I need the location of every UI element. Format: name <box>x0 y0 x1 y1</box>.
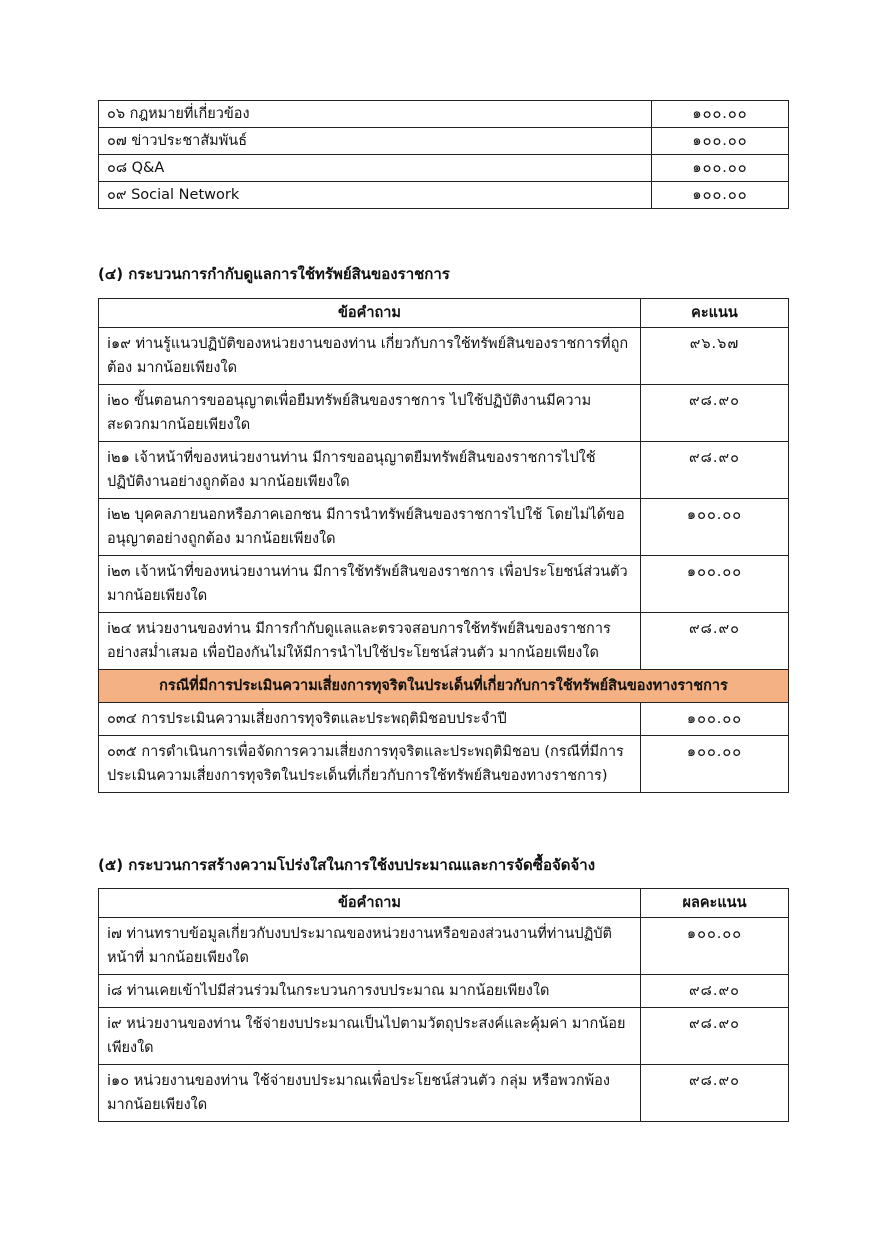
question-cell: ๐๓๔ การประเมินความเสี่ยงการทุจริตและประพฤติมิชอบประจำปี <box>99 703 641 736</box>
score-cell: ๙๘.๙๐ <box>641 1065 789 1122</box>
table-row <box>99 1065 789 1122</box>
score-cell: ๙๘.๙๐ <box>641 385 789 442</box>
column-header-question: ข้อคำถาม <box>99 299 641 328</box>
table-header-row <box>99 299 789 328</box>
table-header-row <box>99 889 789 918</box>
column-header-score: คะแนน <box>641 299 789 328</box>
question-cell: ๐๓๕ การดำเนินการเพื่อจัดการความเสี่ยงการทุจริตและประพฤติมิชอบ (กรณีที่มีการประเมินความเสี่ยงการทุจริตในประเด็นที่เกี่ยวกับการใช้ทรัพย์สินของทางราชการ) <box>99 736 641 793</box>
table-row <box>99 182 789 209</box>
score-cell: ๑๐๐.๐๐ <box>652 182 789 209</box>
table-row <box>99 328 789 385</box>
question-cell: i๗ ท่านทราบข้อมูลเกี่ยวกับงบประมาณของหน่วยงานหรือของส่วนงานที่ท่านปฏิบัติหน้าที่ มากน้อยเพียงใด <box>99 918 641 975</box>
section-4-title: (๔) กระบวนการกำกับดูแลการใช้ทรัพย์สินของราชการ <box>98 265 450 283</box>
score-cell: ๙๖.๖๗ <box>641 328 789 385</box>
question-cell: ๐๘ Q&A <box>99 155 652 182</box>
question-cell: i๒๐ ขั้นตอนการขออนุญาตเพื่อยืมทรัพย์สินของราชการ ไปใช้ปฏิบัติงานมีความสะดวกมากน้อยเพียงใด <box>99 385 641 442</box>
score-cell: ๑๐๐.๐๐ <box>641 736 789 793</box>
question-cell: i๒๔ หน่วยงานของท่าน มีการกำกับดูแลและตรวจสอบการใช้ทรัพย์สินของราชการอย่างสม่ำเสมอ เพื่อป้องกันไม่ให้มีการนำไปใช้ประโยชน์ส่วนตัว มากน้อยเพียงใด <box>99 613 641 670</box>
score-cell: ๙๘.๙๐ <box>641 975 789 1008</box>
question-cell: i๘ ท่านเคยเข้าไปมีส่วนร่วมในกระบวนการงบประมาณ มากน้อยเพียงใด <box>99 975 641 1008</box>
question-cell: ๐๖ กฎหมายที่เกี่ยวข้อง <box>99 101 652 128</box>
score-cell: ๑๐๐.๐๐ <box>641 556 789 613</box>
table-row <box>99 918 789 975</box>
table-row <box>99 385 789 442</box>
section-4-table <box>98 298 789 793</box>
highlight-row <box>99 670 789 703</box>
top-score-table <box>98 100 789 209</box>
question-cell: i๒๓ เจ้าหน้าที่ของหน่วยงานท่าน มีการใช้ทรัพย์สินของราชการ เพื่อประโยชน์ส่วนตัว มากน้อยเพียงใด <box>99 556 641 613</box>
highlight-heading: กรณีที่มีการประเมินความเสี่ยงการทุจริตในประเด็นที่เกี่ยวกับการใช้ทรัพย์สินของทางราชการ <box>99 670 789 703</box>
question-cell: i๒๑ เจ้าหน้าที่ของหน่วยงานท่าน มีการขออนุญาตยืมทรัพย์สินของราชการไปใช้ปฏิบัติงานอย่างถูกต้อง มากน้อยเพียงใด <box>99 442 641 499</box>
table-row <box>99 155 789 182</box>
score-cell: ๙๘.๙๐ <box>641 1008 789 1065</box>
table-row <box>99 703 789 736</box>
table-row <box>99 556 789 613</box>
table-row <box>99 613 789 670</box>
table-row <box>99 736 789 793</box>
score-cell: ๑๐๐.๐๐ <box>641 918 789 975</box>
column-header-question: ข้อคำถาม <box>99 889 641 918</box>
score-cell: ๑๐๐.๐๐ <box>641 703 789 736</box>
section-5-title: (๕) กระบวนการสร้างความโปร่งใสในการใช้งบประมาณและการจัดซื้อจัดจ้าง <box>98 856 596 874</box>
table-row <box>99 975 789 1008</box>
score-cell: ๙๘.๙๐ <box>641 442 789 499</box>
question-cell: i๙ หน่วยงานของท่าน ใช้จ่ายงบประมาณเป็นไปตามวัตถุประสงค์และคุ้มค่า มากน้อยเพียงใด <box>99 1008 641 1065</box>
table-row <box>99 1008 789 1065</box>
table-row <box>99 499 789 556</box>
question-cell: ๐๗ ข่าวประชาสัมพันธ์ <box>99 128 652 155</box>
section-5-table <box>98 888 789 1122</box>
table-row <box>99 442 789 499</box>
column-header-score: ผลคะแนน <box>641 889 789 918</box>
question-cell: i๑๙ ท่านรู้แนวปฏิบัติของหน่วยงานของท่าน เกี่ยวกับการใช้ทรัพย์สินของราชการที่ถูกต้อง มากน้อยเพียงใด <box>99 328 641 385</box>
question-cell: ๐๙ Social Network <box>99 182 652 209</box>
score-cell: ๙๘.๙๐ <box>641 613 789 670</box>
question-cell: i๑๐ หน่วยงานของท่าน ใช้จ่ายงบประมาณเพื่อประโยชน์ส่วนตัว กลุ่ม หรือพวกพ้อง มากน้อยเพียงใด <box>99 1065 641 1122</box>
score-cell: ๑๐๐.๐๐ <box>652 128 789 155</box>
score-cell: ๑๐๐.๐๐ <box>652 101 789 128</box>
score-cell: ๑๐๐.๐๐ <box>652 155 789 182</box>
table-row <box>99 101 789 128</box>
score-cell: ๑๐๐.๐๐ <box>641 499 789 556</box>
table-row <box>99 128 789 155</box>
question-cell: i๒๒ บุคคลภายนอกหรือภาคเอกชน มีการนำทรัพย์สินของราชการไปใช้ โดยไม่ได้ขออนุญาตอย่างถูกต้อง มากน้อยเพียงใด <box>99 499 641 556</box>
